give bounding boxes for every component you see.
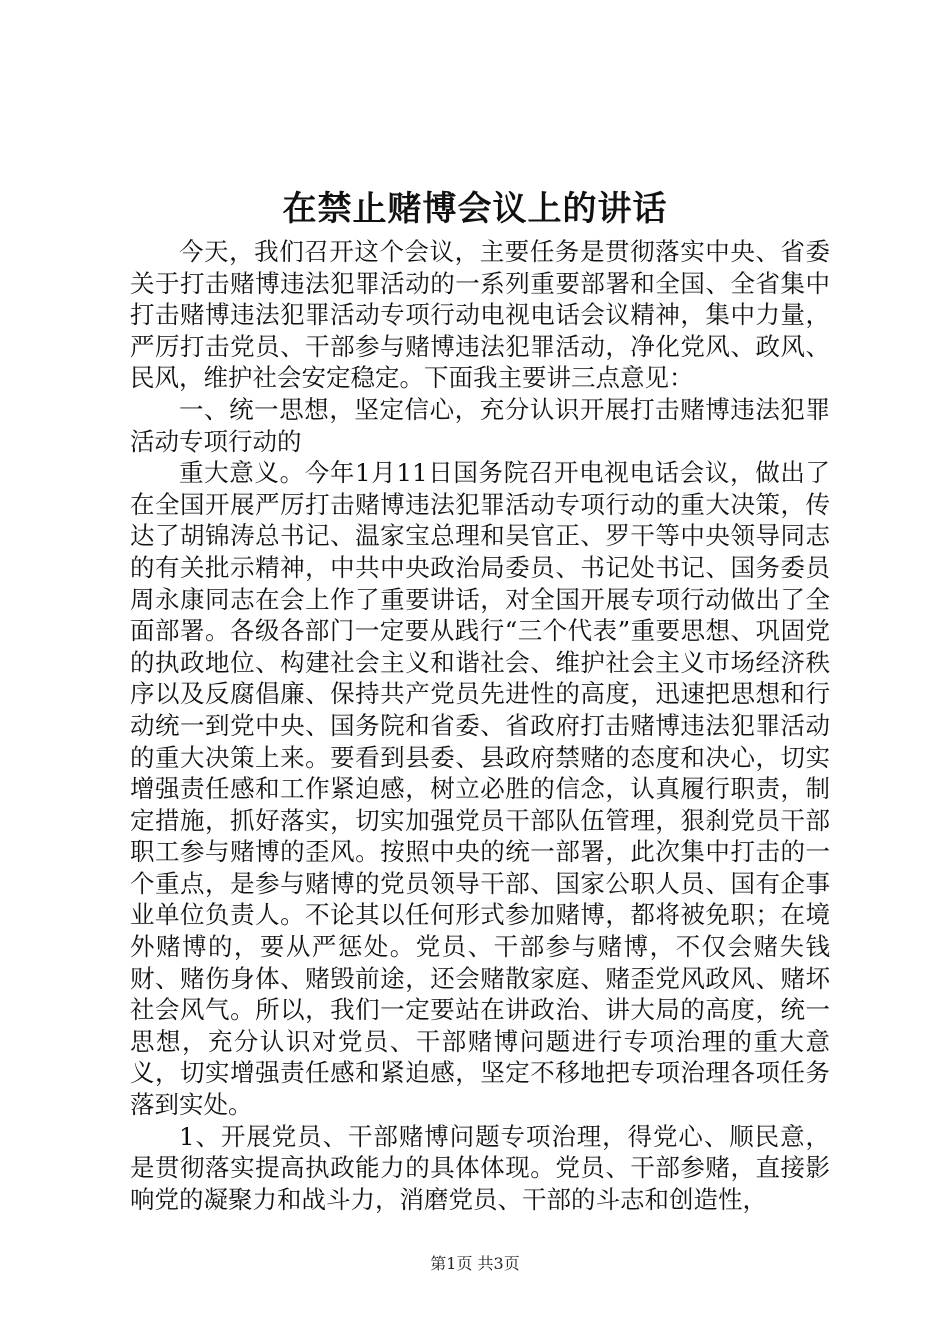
document-title: 在禁止赌博会议上的讲话 (282, 189, 668, 229)
paragraph-significance: 重大意义。今年1月11日国务院召开电视电话会议，做出了在全国开展严厉打击赌博违法犯罪活动专项行动的重大决策，传达了胡锦涛总书记、温家宝总理和吴官正、罗干等中央领导同志的有关批示精神，中共中央政治局委员、书记处书记、国务委员周永康同志在会上作了重要讲话，对全国开展专项行动做出了全面部署。各级各部门一定要从践行“三个代表”重要思想、巩固党的执政地位、构建社会主义和谐社会、维护社会主义市场经济秩序以及反腐倡廉、保持共产党员先进性的高度，迅速把思想和行动统一到党中央、国务院和省委、省政府打击赌博违法犯罪活动的重大决策上来。要看到县委、县政府禁赌的态度和决心，切实增强责任感和工作紧迫感，树立必胜的信念，认真履行职责，制定措施，抓好落实，切实加强党员干部队伍管理，狠刹党员干部职工参与赌博的歪风。按照中央的统一部署，此次集中打击的一个重点，是参与赌博的党员领导干部、国家公职人员、国有企事业单位负责人。不论其以任何形式参加赌博，都将被免职；在境外赌博的，要从严惩处。党员、干部参与赌博，不仅会赌失钱财、赌伤身体、赌毁前途，还会赌散家庭、赌歪党风政风、赌坏社会风气。所以，我们一定要站在讲政治、讲大局的高度，统一思想，充分认识对党员、干部赌博问题进行专项治理的重大意义，切实增强责任感和紧迫感，坚定不移地把专项治理各项任务落到实处。 (130, 458, 830, 1120)
paragraph-section-heading: 一、统一思想，坚定信心，充分认识开展打击赌博违法犯罪活动专项行动的 (130, 394, 830, 456)
document-body (130, 236, 830, 1215)
paragraph-intro: 今天，我们召开这个会议，主要任务是贯彻落实中央、省委关于打击赌博违法犯罪活动的一系列重要部署和全国、全省集中打击赌博违法犯罪活动专项行动电视电话会议精神，集中力量，严厉打击党员、干部参与赌博违法犯罪活动，净化党风、政风、民风，维护社会安定稳定。下面我主要讲三点意见： (130, 237, 830, 393)
paragraph-point-one: 1、开展党员、干部赌博问题专项治理，得党心、顺民意，是贯彻落实提高执政能力的具体体现。党员、干部参赌，直接影响党的凝聚力和战斗力，消磨党员、干部的斗志和创造性， (130, 1121, 830, 1214)
page-number-footer: 第1页 共3页 (430, 1254, 520, 1273)
